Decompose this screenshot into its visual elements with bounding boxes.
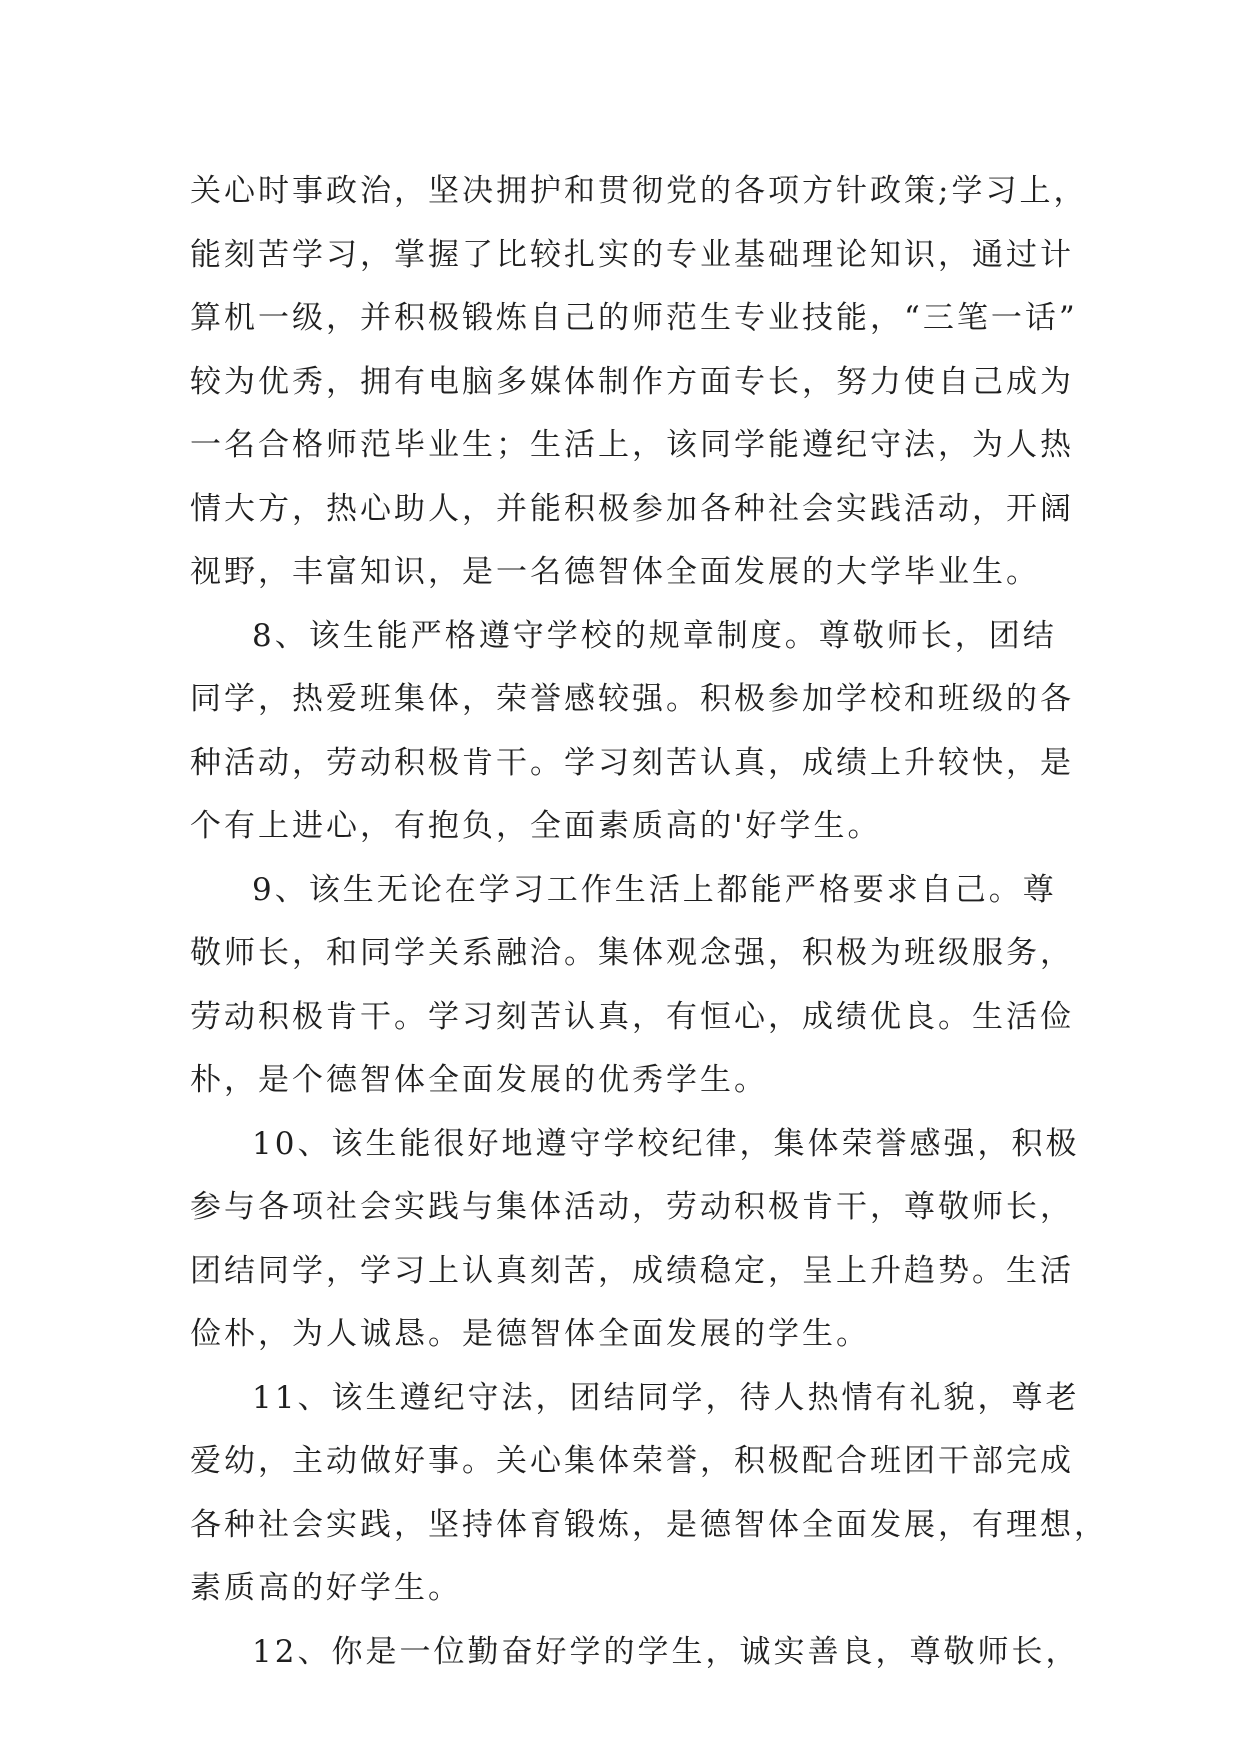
text-line: 朴，是个德智体全面发展的优秀学生。 [190, 1062, 768, 1098]
text-line: 团结同学，学习上认真刻苦，成绩稳定，呈上升趋势。生活 [190, 1252, 1074, 1289]
paragraph-9-start: 9、该生无论在学习工作生活上都能严格要求自己。尊 [252, 871, 1057, 908]
text-line: 个有上进心，有抱负，全面素质高的'好学生。 [190, 808, 882, 844]
text-line: 参与各项社会实践与集体活动，劳动积极肯干，尊敬师长， [190, 1189, 1074, 1225]
text-line: 各种社会实践，坚持体育锻炼，是德智体全面发展，有理想， [190, 1506, 1108, 1543]
paragraph-8-start: 8、该生能严格遵守学校的规章制度。尊敬师长，团结 [252, 617, 1057, 654]
text-line: 较为优秀，拥有电脑多媒体制作方面专长，努力使自己成为 [190, 363, 1074, 400]
text-line: 素质高的好学生。 [190, 1570, 462, 1606]
text-line: 俭朴，为人诚恳。是德智体全面发展的学生。 [190, 1316, 870, 1352]
text-line: 种活动，劳动积极肯干。学习刻苦认真，成绩上升较快，是 [190, 744, 1074, 781]
paragraph-11-start: 11、该生遵纪守法，团结同学，待人热情有礼貌，尊老 [252, 1379, 1080, 1416]
text-line: 敬师长，和同学关系融洽。集体观念强，积极为班级服务， [190, 935, 1074, 971]
text-line: 劳动积极肯干。学习刻苦认真，有恒心，成绩优良。生活俭 [190, 998, 1074, 1035]
paragraph-10-start: 10、该生能很好地遵守学校纪律，集体荣誉感强，积极 [252, 1125, 1080, 1162]
document-body [190, 160, 1108, 1684]
text-line: 能刻苦学习，掌握了比较扎实的专业基础理论知识，通过计 [190, 236, 1074, 273]
text-line: 算机一级，并积极锻炼自己的师范生专业技能，“三笔一话” [190, 300, 1078, 336]
text-line: 关心时事政治，坚决拥护和贯彻党的各项方针政策;学习上， [190, 173, 1088, 209]
text-line: 情大方，热心助人，并能积极参加各种社会实践活动，开阔 [190, 490, 1074, 527]
text-line: 爱幼，主动做好事。关心集体荣誉，积极配合班团干部完成 [190, 1443, 1074, 1479]
text-line: 视野，丰富知识，是一名德智体全面发展的大学毕业生。 [190, 554, 1040, 590]
text-line: 同学，热爱班集体，荣誉感较强。积极参加学校和班级的各 [190, 681, 1074, 717]
text-line: 一名合格师范毕业生；生活上，该同学能遵纪守法，为人热 [190, 427, 1074, 463]
paragraph-12-start: 12、你是一位勤奋好学的学生，诚实善良，尊敬师长， [252, 1633, 1080, 1670]
